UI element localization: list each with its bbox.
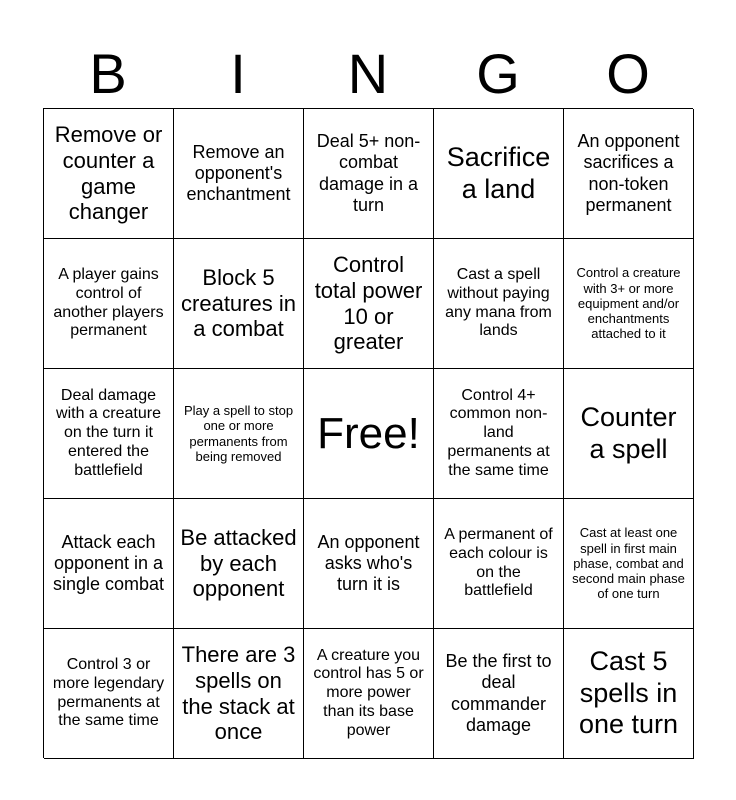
bingo-cell-r2c1[interactable]: [44, 239, 174, 369]
bingo-cell-r3c1[interactable]: [44, 369, 174, 499]
cell-text: Cast a spell without paying any mana from lands: [445, 266, 552, 340]
cell-text: Counter a spell: [580, 401, 677, 464]
bingo-cell-r5c5[interactable]: [564, 629, 694, 759]
bingo-cell-r3c4[interactable]: [434, 369, 564, 499]
cell-text: Be attacked by each opponent: [180, 524, 297, 602]
bingo-cell-r4c3[interactable]: [304, 499, 434, 629]
cell-text: Cast at least one spell in first main phase, combat and second main phase of one turn: [572, 525, 685, 602]
cell-text: An opponent sacrifices a non-token permanent: [577, 131, 680, 215]
bingo-cell-r5c1[interactable]: [44, 629, 174, 759]
cell-text: Cast 5 spells in one turn: [578, 646, 679, 740]
cell-text: Deal damage with a creature on the turn it entered the battlefield: [56, 386, 161, 479]
cell-text: Control a creature with 3+ or more equipment and/or enchantments attached to it: [576, 265, 681, 342]
bingo-cell-r1c1[interactable]: [44, 109, 174, 239]
cell-text: A permanent of each colour is on the battlefield: [444, 526, 553, 600]
bingo-cell-r4c1[interactable]: [44, 499, 174, 629]
cell-text: Deal 5+ non-combat damage in a turn: [316, 131, 421, 215]
header-letter-o: O: [606, 42, 650, 105]
bingo-cell-r2c5[interactable]: [564, 239, 694, 369]
bingo-cell-r4c5[interactable]: [564, 499, 694, 629]
cell-text: Remove an opponent's enchantment: [186, 141, 291, 205]
bingo-cell-r3c2[interactable]: [174, 369, 304, 499]
bingo-cell-r1c2[interactable]: [174, 109, 304, 239]
header-letter-n: N: [347, 42, 389, 105]
bingo-cell-r3c5[interactable]: [564, 369, 694, 499]
cell-text: An opponent asks who's turn it is: [317, 531, 420, 595]
bingo-cell-r1c5[interactable]: [564, 109, 694, 239]
bingo-cell-free[interactable]: [304, 369, 434, 499]
bingo-card: [43, 108, 693, 758]
cell-text: A creature you control has 5 or more power than its base power: [313, 646, 424, 739]
cell-text: There are 3 spells on the stack at once: [181, 642, 296, 745]
cell-text: Control total power 10 or greater: [314, 252, 423, 355]
cell-text: Play a spell to stop one or more permanents from being removed: [183, 403, 294, 464]
cell-text: Control 3 or more legendary permanents at the same time: [52, 656, 165, 730]
cell-text: Attack each opponent in a single combat: [52, 531, 165, 595]
header-letter-b: B: [89, 42, 127, 105]
cell-text: Remove or counter a game changer: [54, 122, 163, 225]
header-letter-g: G: [476, 42, 520, 105]
cell-text: Sacrifice a land: [446, 141, 551, 204]
bingo-header: [43, 40, 693, 108]
cell-text: Block 5 creatures in a combat: [181, 264, 296, 342]
cell-text: A player gains control of another players permanent: [53, 266, 164, 340]
bingo-cell-r2c2[interactable]: [174, 239, 304, 369]
bingo-cell-r1c4[interactable]: [434, 109, 564, 239]
bingo-cell-r5c4[interactable]: [434, 629, 564, 759]
cell-text: Be the first to deal commander damage: [445, 651, 552, 735]
bingo-cell-r2c3[interactable]: [304, 239, 434, 369]
bingo-cell-r4c2[interactable]: [174, 499, 304, 629]
bingo-cell-r5c3[interactable]: [304, 629, 434, 759]
free-space-text: Free!: [317, 408, 420, 458]
bingo-cell-r2c4[interactable]: [434, 239, 564, 369]
bingo-cell-r5c2[interactable]: [174, 629, 304, 759]
header-letter-i: I: [230, 42, 246, 105]
bingo-cell-r4c4[interactable]: [434, 499, 564, 629]
cell-text: Control 4+ common non-land permanents at the same time: [447, 386, 550, 479]
bingo-cell-r1c3[interactable]: [304, 109, 434, 239]
